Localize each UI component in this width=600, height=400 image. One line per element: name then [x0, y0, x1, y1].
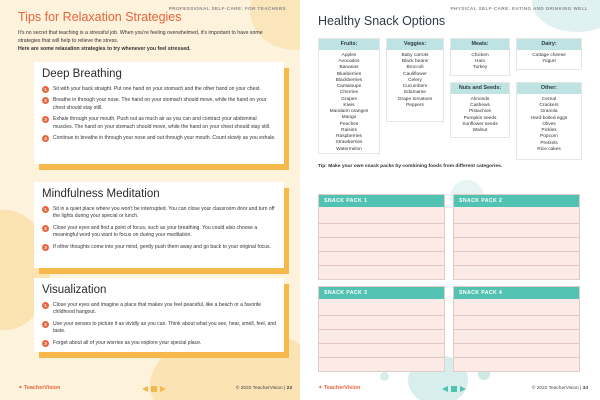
snack-pack-3[interactable] — [318, 286, 445, 372]
veggies-list — [387, 50, 443, 112]
logo-icon: ✦ — [318, 385, 323, 391]
writing-line — [454, 251, 579, 252]
writing-line — [319, 343, 444, 344]
writing-line — [319, 357, 444, 358]
step-number: 3 — [42, 244, 49, 251]
previous-page-arrow-icon[interactable] — [442, 386, 448, 392]
writing-line — [454, 265, 579, 266]
list-item: Cauliflower — [403, 71, 427, 77]
writing-line — [454, 237, 579, 238]
teachervision-logo — [318, 385, 360, 391]
page-navigation — [142, 386, 166, 392]
next-page-arrow-icon[interactable] — [160, 386, 166, 392]
list-item: Hard-boiled eggs — [530, 115, 568, 121]
writing-line — [319, 329, 444, 330]
intro-text: It's no secret that teaching is a stressful job. When you're feeling overwhelmed, it's important to have some strategies that will help to relieve the stress. — [18, 30, 263, 44]
list-item: Blueberries — [336, 71, 362, 77]
list-item: Black beans — [401, 59, 429, 65]
dairy-heading: Dairy: — [517, 39, 581, 50]
teachervision-logo — [18, 385, 60, 391]
list-item: Turkey — [472, 65, 488, 71]
writing-line — [454, 343, 579, 344]
mindfulness-meditation-card — [34, 182, 284, 268]
step-item — [42, 86, 276, 93]
fruits-heading: Fruits: — [319, 39, 379, 50]
step-number: 1 — [42, 206, 49, 213]
snack-pack-tip: Tip: Make your own snack packs by combining foods from different categories. — [318, 164, 503, 169]
card-title: Mindfulness Meditation — [42, 188, 160, 200]
veggies-heading: Veggies: — [387, 39, 443, 50]
list-item: Olives — [542, 121, 556, 127]
step-text: Close your eyes and find a point of focus, such as your breathing. You could also choose a meaningful word you want to focus on during your meditation. — [53, 224, 258, 239]
step-item — [42, 340, 276, 347]
list-item: Celery — [408, 77, 422, 83]
step-item — [42, 97, 276, 112]
list-item: Rice cakes — [537, 146, 561, 152]
dairy-box — [516, 38, 582, 70]
other-heading: Other: — [517, 83, 581, 94]
footer-separator: | — [580, 386, 582, 391]
logo-icon: ✦ — [18, 385, 23, 391]
page-navigation — [442, 386, 466, 392]
list-item: Almonds — [470, 97, 490, 102]
snack-pack-2[interactable] — [453, 194, 580, 280]
step-item — [42, 302, 276, 317]
list-item: Pretzels — [540, 140, 558, 146]
writing-line — [454, 329, 579, 330]
writing-line — [319, 237, 444, 238]
footer-separator: | — [284, 386, 286, 391]
writing-line — [319, 223, 444, 224]
home-square-icon[interactable] — [151, 386, 157, 392]
next-page-arrow-icon[interactable] — [460, 386, 466, 392]
list-item: Walnut — [472, 128, 488, 134]
step-item — [42, 244, 276, 251]
writing-line — [454, 357, 579, 358]
right-page — [300, 0, 600, 400]
list-item: Mango — [341, 115, 357, 121]
snack-pack-heading: SNACK PACK 1 — [319, 195, 444, 207]
writing-line — [454, 223, 579, 224]
step-text: Exhale through your mouth. Push out as much air as you can and contract your abdominal muscles. The hand on your stomach should move, while the hand on your chest should stay still. — [53, 116, 271, 130]
list-item: Avocados — [338, 59, 360, 65]
page-title: Healthy Snack Options — [318, 14, 446, 28]
card-title: Deep Breathing — [42, 68, 122, 80]
snack-pack-heading: SNACK PACK 3 — [319, 287, 444, 299]
list-item: Cottage cheese — [532, 53, 566, 58]
list-item: Crackers — [539, 103, 559, 109]
list-item: Ham — [474, 59, 486, 65]
list-item: Raisins — [341, 127, 357, 133]
step-item — [42, 225, 276, 240]
section-label: PHYSICAL SELF-CARE: EATING AND DRINKING WELL — [450, 6, 588, 11]
list-item: Cherries — [339, 90, 359, 96]
list-item: Mandarin oranges — [329, 109, 369, 115]
list-item: Bananas — [339, 65, 359, 71]
copyright-text: © 2022 TeacherVision — [531, 386, 579, 391]
visualization-card — [34, 278, 284, 352]
step-number: 2 — [42, 321, 49, 328]
list-item: Chicken — [471, 53, 489, 58]
step-text: Breathe in through your nose. The hand on your stomach should move, while the hand on your chest should stay still. — [53, 97, 267, 111]
list-item: Grape tomatoes — [397, 96, 433, 102]
list-item: Pumpkin seeds — [463, 115, 497, 121]
list-item: Strawberries — [335, 140, 363, 146]
list-item: Grapes — [341, 96, 357, 102]
step-number: 2 — [42, 97, 49, 104]
logo-text: TeacherVision — [324, 385, 361, 391]
step-item — [42, 206, 276, 221]
step-item — [42, 135, 276, 142]
list-item: Peppers — [406, 102, 424, 108]
fruits-list — [319, 50, 379, 156]
page-number: 34 — [582, 386, 588, 391]
list-item: Cereal — [541, 97, 557, 102]
step-number: 2 — [42, 225, 49, 232]
list-item: Yogurt — [542, 59, 556, 65]
step-number: 3 — [42, 116, 49, 123]
writing-line — [319, 265, 444, 266]
list-item: Cucumbers — [402, 84, 428, 90]
home-square-icon[interactable] — [451, 386, 457, 392]
page-title: Tips for Relaxation Strategies — [18, 10, 182, 24]
page-number: 23 — [286, 386, 292, 391]
step-text: If other thoughts come into your mind, gently push them away and go back to your original focus. — [53, 243, 272, 250]
list-item: Kiwis — [343, 102, 355, 108]
footer-copyright — [532, 386, 588, 391]
step-number: 3 — [42, 340, 49, 347]
nuts-and-seeds-heading: Nuts and Seeds: — [451, 83, 509, 94]
snack-pack-heading: SNACK PACK 4 — [454, 287, 579, 299]
logo-text: TeacherVision — [24, 385, 61, 391]
list-item: Raspberries — [336, 134, 362, 140]
list-item: Blackberries — [335, 77, 363, 83]
list-item: Sunflower seeds — [462, 121, 498, 127]
step-text: Sit with your back straight. Put one hand on your stomach and the other hand on your chest. — [53, 86, 261, 92]
list-item: Apples — [341, 53, 357, 58]
step-text: Continue to breathe in through your nose and out through your mouth. Count slowly as you exhale. — [53, 134, 276, 141]
fruits-box — [318, 38, 380, 154]
step-text: Forget about all of your worries as you explore your special place. — [53, 339, 202, 346]
list-item: Popcorn — [540, 134, 558, 140]
deep-breathing-card — [34, 62, 284, 164]
footer-copyright — [236, 386, 292, 391]
section-label: PROFESSIONAL SELF-CARE: FOR TEACHERS — [168, 6, 286, 11]
step-number: 4 — [42, 135, 49, 142]
nuts-and-seeds-list — [451, 94, 509, 137]
snack-pack-heading: SNACK PACK 2 — [454, 195, 579, 207]
list-item: Cashews — [470, 103, 490, 109]
card-title: Visualization — [42, 284, 107, 296]
writing-line — [319, 251, 444, 252]
step-text: Close your eyes and imagine a place that makes you feel peaceful, like a beach or a favorite childhood hangout. — [53, 302, 262, 316]
nuts-and-seeds-box — [450, 82, 510, 138]
step-number: 1 — [42, 86, 49, 93]
writing-line — [319, 315, 444, 316]
list-item: Baby carrots — [401, 53, 429, 58]
step-item — [42, 321, 276, 336]
other-box — [516, 82, 582, 160]
copyright-text: © 2022 TeacherVision — [235, 386, 283, 391]
decorative-bubble — [532, 0, 600, 32]
step-text: Sit in a quiet place where you won't be interrupted. You can close your classroom door and turn off the lights during your special or lunch. — [53, 206, 275, 220]
list-item: Granola — [540, 109, 558, 115]
decorative-bubble — [380, 372, 389, 381]
list-item: Pickles — [541, 128, 557, 134]
list-item: Watermelon — [336, 146, 362, 152]
step-text: Use your senses to picture it as vividly as you can. Think about what you see, hear, smell, feel, and taste. — [53, 320, 277, 335]
intro-bold-text: Here are some relaxation strategies to try whenever you feel stressed. — [18, 46, 191, 52]
meats-list — [451, 50, 509, 75]
meats-box — [450, 38, 510, 76]
dairy-list — [517, 50, 581, 68]
step-number: 1 — [42, 302, 49, 309]
snack-pack-4[interactable] — [453, 286, 580, 372]
meats-heading: Meats: — [451, 39, 509, 50]
previous-page-arrow-icon[interactable] — [142, 386, 148, 392]
snack-pack-1[interactable] — [318, 194, 445, 280]
list-item: Pistachios — [469, 109, 491, 115]
step-item — [42, 116, 276, 131]
list-item: Cantaloupe — [336, 84, 362, 90]
list-item: Edamame — [404, 90, 426, 96]
list-item: Peaches — [339, 121, 359, 127]
writing-line — [454, 315, 579, 316]
list-item: Broccoli — [406, 65, 424, 71]
other-list — [517, 94, 581, 156]
veggies-box — [386, 38, 444, 122]
